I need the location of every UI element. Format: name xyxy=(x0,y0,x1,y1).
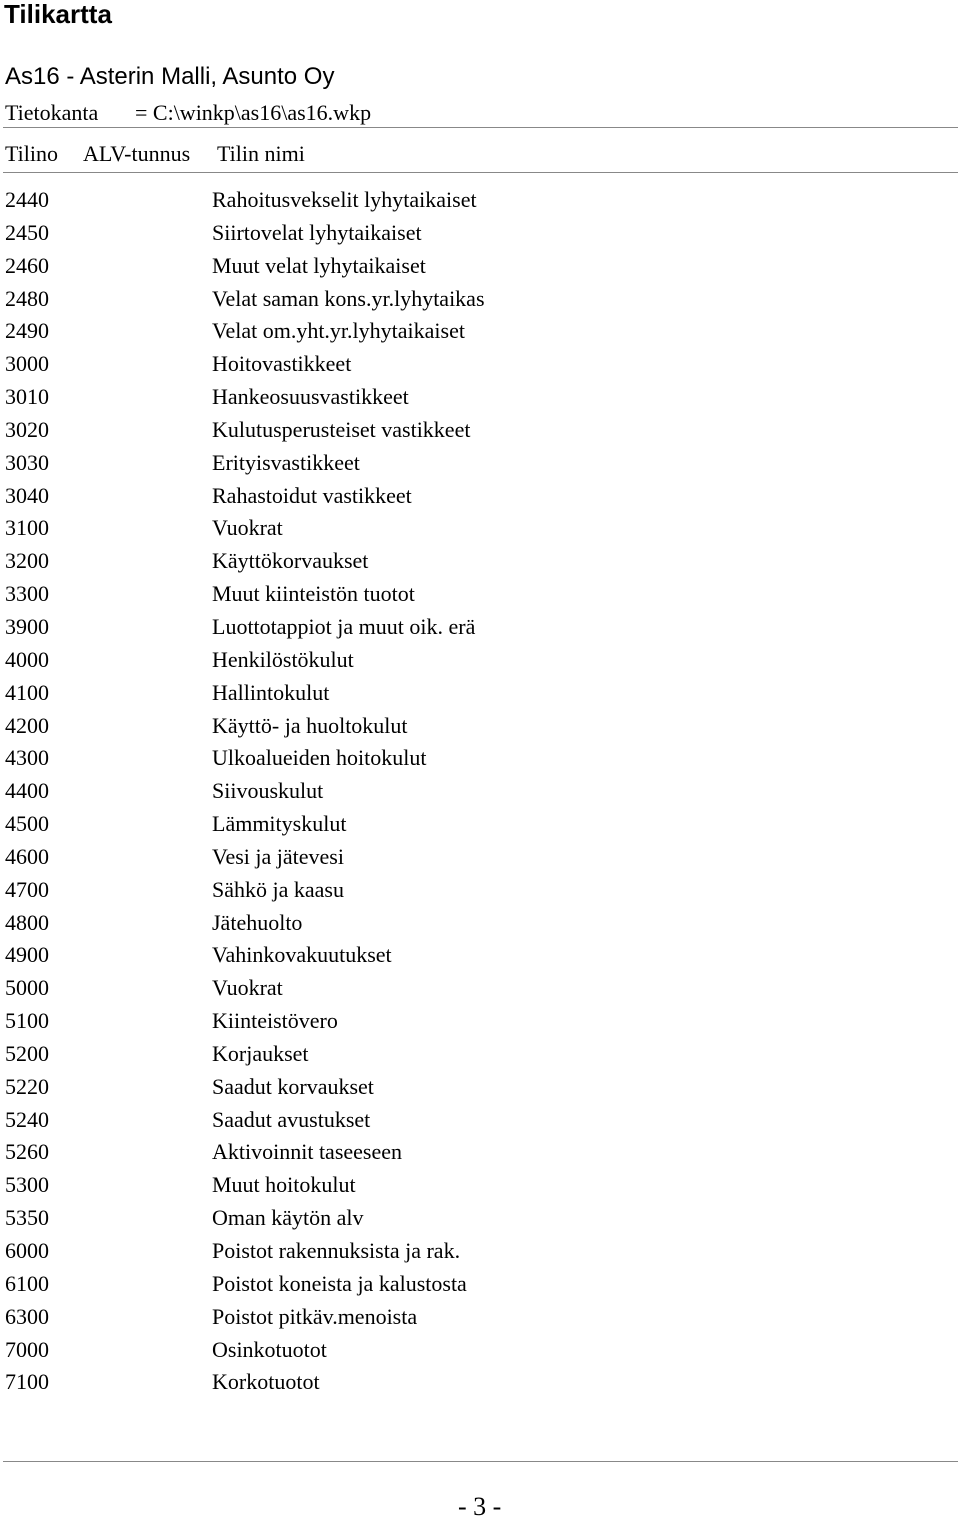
table-row xyxy=(5,679,905,712)
table-row xyxy=(5,646,905,679)
database-label: Tietokanta xyxy=(5,100,99,125)
account-number: 5220 xyxy=(5,1073,49,1099)
account-number: 4100 xyxy=(5,679,49,705)
account-number: 6100 xyxy=(5,1270,49,1296)
table-row xyxy=(5,974,905,1007)
table-row xyxy=(5,909,905,942)
account-name: Erityisvastikkeet xyxy=(212,449,360,475)
column-header-alv: ALV-tunnus xyxy=(83,141,191,166)
account-number: 4900 xyxy=(5,942,49,968)
account-name: Ulkoalueiden hoitokulut xyxy=(212,745,427,771)
account-number: 5000 xyxy=(5,975,49,1001)
account-name: Poistot koneista ja kalustosta xyxy=(212,1270,467,1296)
account-number: 4000 xyxy=(5,646,49,672)
table-row xyxy=(5,186,905,219)
account-number: 3000 xyxy=(5,351,49,377)
account-name: Käyttökorvaukset xyxy=(212,548,369,574)
account-name: Korjaukset xyxy=(212,1040,309,1066)
account-name: Kiinteistövero xyxy=(212,1008,338,1034)
account-name: Henkilöstökulut xyxy=(212,646,354,672)
account-name: Osinkotuotot xyxy=(212,1336,327,1362)
table-row xyxy=(5,1204,905,1237)
account-name: Velat om.yht.yr.lyhytaikaiset xyxy=(212,318,465,344)
page-number: - 3 - xyxy=(458,1492,502,1521)
account-number: 6300 xyxy=(5,1303,49,1329)
table-row xyxy=(5,744,905,777)
account-number: 6000 xyxy=(5,1238,49,1263)
account-name: Vahinkovakuutukset xyxy=(212,942,392,968)
table-row xyxy=(5,1336,905,1369)
table-row xyxy=(5,482,905,515)
account-name: Hoitovastikkeet xyxy=(212,351,352,377)
account-number: 2450 xyxy=(5,219,49,245)
table-row xyxy=(5,843,905,876)
table-row xyxy=(5,416,905,449)
account-name: Vuokrat xyxy=(212,975,283,1001)
account-name: Saadut korvaukset xyxy=(212,1073,374,1099)
account-name: Hallintokulut xyxy=(212,679,330,705)
table-row xyxy=(5,1007,905,1040)
account-name: Muut velat lyhytaikaiset xyxy=(212,252,426,278)
account-number: 3030 xyxy=(5,449,49,475)
account-name: Muut kiinteistön tuotot xyxy=(212,581,415,607)
database-path: = C:\winkp\as16\as16.wkp xyxy=(135,100,372,125)
account-name: Rahoitusvekselit lyhytaikaiset xyxy=(212,187,477,212)
table-row xyxy=(5,580,905,613)
account-name: Velat saman kons.yr.lyhytaikas xyxy=(212,285,485,311)
table-row xyxy=(5,1368,905,1401)
table-row xyxy=(5,383,905,416)
table-row xyxy=(5,1303,905,1336)
account-name: Poistot rakennuksista ja rak. xyxy=(212,1238,461,1263)
account-name: Kulutusperusteiset vastikkeet xyxy=(212,416,471,442)
account-number: 2460 xyxy=(5,252,49,278)
account-name: Oman käytön alv xyxy=(212,1205,364,1231)
table-row xyxy=(5,1270,905,1303)
table-row xyxy=(5,777,905,810)
company-name: As16 - Asterin Malli, Asunto Oy xyxy=(5,63,335,90)
account-number: 5240 xyxy=(5,1106,49,1132)
account-number: 2480 xyxy=(5,285,49,311)
account-name: Vesi ja jätevesi xyxy=(212,843,344,869)
column-header-tilino: Tilino xyxy=(5,141,59,166)
account-number: 7000 xyxy=(5,1336,49,1362)
account-number: 4800 xyxy=(5,909,49,935)
account-number: 4600 xyxy=(5,843,49,869)
account-name: Käyttö- ja huoltokulut xyxy=(212,712,408,738)
footer-divider xyxy=(3,1461,958,1462)
table-row xyxy=(5,252,905,285)
account-name: Siirtovelat lyhytaikaiset xyxy=(212,219,422,245)
table-row xyxy=(5,1138,905,1171)
table-row xyxy=(5,941,905,974)
database-line xyxy=(5,100,371,126)
table-row xyxy=(5,1237,905,1270)
table-row xyxy=(5,350,905,383)
account-name: Rahastoidut vastikkeet xyxy=(212,482,412,508)
account-number: 4300 xyxy=(5,745,49,771)
account-number: 3020 xyxy=(5,416,49,442)
table-row xyxy=(5,1106,905,1139)
account-name: Korkotuotot xyxy=(212,1369,320,1395)
account-number: 5350 xyxy=(5,1205,49,1231)
account-name: Saadut avustukset xyxy=(212,1106,371,1132)
table-row xyxy=(5,317,905,350)
account-number: 3040 xyxy=(5,482,49,508)
account-number: 7100 xyxy=(5,1369,49,1395)
table-row xyxy=(5,613,905,646)
account-name: Aktivoinnit taseeseen xyxy=(212,1139,403,1165)
account-number: 3100 xyxy=(5,515,49,541)
header-divider-top xyxy=(3,127,958,128)
account-name: Lämmityskulut xyxy=(212,811,347,837)
account-number: 4400 xyxy=(5,778,49,804)
account-number: 5260 xyxy=(5,1139,49,1165)
table-row xyxy=(5,1073,905,1106)
account-number: 3200 xyxy=(5,548,49,574)
account-number: 2440 xyxy=(5,187,49,212)
account-number: 2490 xyxy=(5,318,49,344)
account-number: 3300 xyxy=(5,581,49,607)
table-row xyxy=(5,876,905,909)
document-title: Tilikartta xyxy=(4,0,112,29)
account-list xyxy=(5,186,905,1401)
account-number: 4500 xyxy=(5,811,49,837)
table-row xyxy=(5,514,905,547)
table-row xyxy=(5,219,905,252)
account-number: 5100 xyxy=(5,1008,49,1034)
table-row xyxy=(5,1171,905,1204)
account-name: Luottotappiot ja muut oik. erä xyxy=(212,613,476,639)
account-name: Poistot pitkäv.menoista xyxy=(212,1303,418,1329)
table-row xyxy=(5,712,905,745)
account-name: Siivouskulut xyxy=(212,778,324,804)
table-row xyxy=(5,1040,905,1073)
header-divider-bottom xyxy=(3,172,958,173)
account-name: Vuokrat xyxy=(212,515,283,541)
account-number: 5300 xyxy=(5,1172,49,1198)
account-name: Jätehuolto xyxy=(212,909,303,935)
account-name: Muut hoitokulut xyxy=(212,1172,356,1198)
table-row xyxy=(5,810,905,843)
table-row xyxy=(5,547,905,580)
account-number: 4200 xyxy=(5,712,49,738)
account-name: Hankeosuusvastikkeet xyxy=(212,384,409,410)
account-name: Sähkö ja kaasu xyxy=(212,876,344,902)
column-header-nimi: Tilin nimi xyxy=(217,141,305,166)
account-number: 5200 xyxy=(5,1040,49,1066)
table-row xyxy=(5,449,905,482)
account-number: 3900 xyxy=(5,613,49,639)
account-number: 3010 xyxy=(5,384,49,410)
table-row xyxy=(5,285,905,318)
account-number: 4700 xyxy=(5,876,49,902)
